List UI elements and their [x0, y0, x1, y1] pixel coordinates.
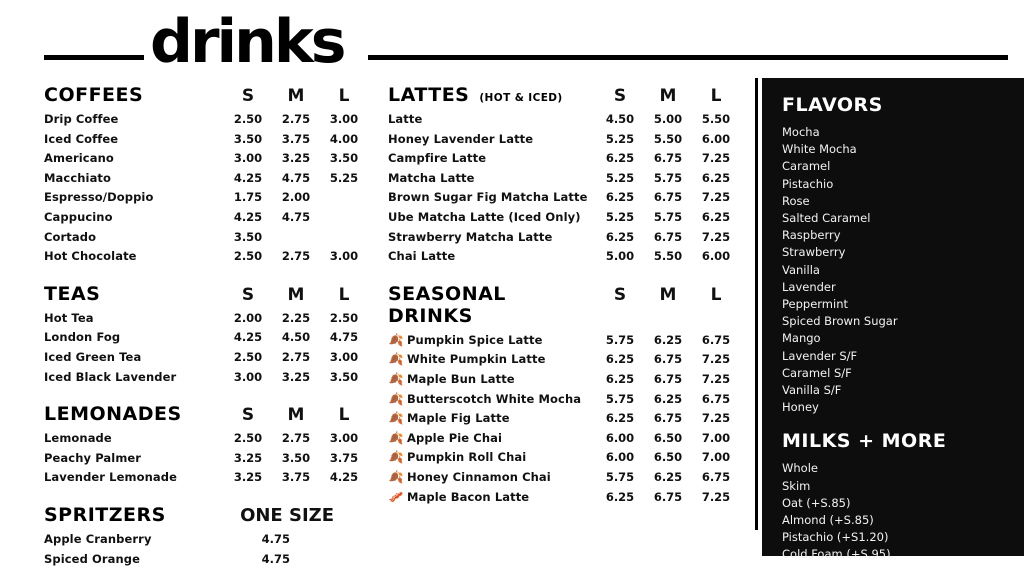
- price-l: 4.75: [329, 330, 359, 345]
- item-name: Lemonade: [44, 431, 112, 446]
- item-prices: [596, 450, 748, 464]
- size-header-l: L: [710, 86, 722, 106]
- menu-item-row: [388, 470, 748, 490]
- section-subtitle: (HOT & ICED): [479, 92, 563, 104]
- item-name-wrap: [388, 392, 581, 406]
- price-s: 6.25: [605, 352, 635, 367]
- price-s: 6.00: [605, 430, 635, 445]
- price-s: 3.00: [233, 151, 263, 166]
- price-m: 3.75: [281, 131, 311, 146]
- item-prices: [224, 431, 374, 445]
- middle-column: [388, 84, 748, 523]
- price-l: 7.25: [701, 489, 731, 504]
- item-prices: [224, 470, 374, 484]
- price-s: 2.50: [233, 431, 263, 446]
- item-prices: [596, 112, 748, 126]
- item-name-wrap: [388, 333, 542, 347]
- milk-item: Whole: [782, 461, 818, 476]
- price-m: 6.25: [653, 469, 683, 484]
- size-header-l: L: [710, 284, 722, 305]
- item-prices: [596, 352, 748, 366]
- price-l: 3.00: [329, 249, 359, 264]
- flavors-title: FLAVORS: [782, 94, 883, 116]
- item-name: Pumpkin Roll Chai: [407, 450, 527, 465]
- milk-item: Oat (+S.85): [782, 495, 851, 510]
- section-title: LEMONADES: [44, 403, 182, 426]
- price-l: 3.50: [329, 369, 359, 384]
- price-m: 6.75: [653, 489, 683, 504]
- item-prices: [596, 411, 748, 425]
- price-l: 4.25: [329, 470, 359, 485]
- price-l: 6.00: [701, 131, 731, 146]
- item-name: Cortado: [44, 229, 97, 244]
- item-prices: [224, 249, 374, 263]
- price-s: 2.50: [233, 349, 263, 364]
- milks-title: MILKS + MORE: [782, 430, 947, 453]
- menu-item-row: [44, 451, 374, 471]
- item-name-wrap: [388, 450, 526, 464]
- menu-item-row: [44, 532, 374, 552]
- menu-item-row: [388, 333, 748, 353]
- bacon-icon: 🥓: [388, 489, 404, 504]
- item-name: Iced Green Tea: [44, 349, 142, 364]
- left-column: [44, 84, 374, 585]
- menu-item-row: [44, 370, 374, 390]
- price-m: 6.75: [653, 151, 683, 166]
- item-name-wrap: [388, 411, 510, 425]
- size-header-l: L: [338, 405, 350, 426]
- item-prices: [224, 370, 374, 384]
- size-header-s: S: [241, 405, 255, 426]
- item-name: Macchiato: [44, 170, 112, 185]
- page-title: drinks: [150, 7, 344, 77]
- price-m: 6.25: [653, 332, 683, 347]
- item-name-wrap: [388, 431, 502, 445]
- item-prices: [596, 372, 748, 386]
- flavor-item: Mocha: [782, 125, 820, 139]
- item-name: Brown Sugar Fig Matcha Latte: [388, 190, 588, 205]
- item-prices: [596, 431, 748, 445]
- menu-item-row: [44, 330, 374, 350]
- price-s: 4.50: [605, 112, 635, 126]
- item-prices: [224, 210, 374, 224]
- price-l: [320, 190, 368, 204]
- item-prices: [224, 230, 374, 244]
- item-name: Chai Latte: [388, 249, 456, 264]
- size-headers: [596, 285, 748, 305]
- price-l: 7.25: [701, 411, 731, 426]
- price-l: 7.25: [701, 371, 731, 386]
- item-prices: [596, 171, 748, 185]
- size-headers: [596, 86, 748, 106]
- price-m: 3.25: [281, 369, 311, 384]
- item-name: Honey Lavender Latte: [388, 131, 534, 146]
- size-header-m: M: [287, 86, 305, 106]
- leaf-icon: 🍂: [388, 391, 404, 406]
- price-l: 5.25: [329, 170, 359, 185]
- price-m: 4.75: [281, 209, 311, 224]
- item-name: Hot Tea: [44, 310, 94, 325]
- section-lemonades: [44, 403, 374, 490]
- section-coffees: [44, 84, 374, 269]
- price-m: 6.75: [653, 411, 683, 426]
- price-s: 4.25: [233, 170, 263, 185]
- price-s: 5.25: [605, 131, 635, 146]
- price-m: 2.75: [281, 112, 311, 126]
- size-header-m: M: [287, 405, 305, 426]
- flavor-item: Caramel S/F: [782, 365, 852, 380]
- item-prices: [596, 333, 748, 347]
- header-rule-left: [44, 55, 144, 60]
- menu-item-row: [44, 249, 374, 269]
- price-l: 5.50: [701, 112, 731, 126]
- header-rule-right: [368, 55, 1008, 60]
- price-m: 2.00: [281, 190, 311, 205]
- item-name: Campfire Latte: [388, 151, 487, 166]
- price-s: 1.75: [233, 190, 263, 205]
- menu-item-row: [44, 431, 374, 451]
- price-m: 5.50: [653, 249, 683, 264]
- menu-item-row: [388, 171, 748, 191]
- price-s: 5.75: [605, 332, 635, 347]
- menu-item-row: [388, 431, 748, 451]
- item-name: Iced Coffee: [44, 131, 119, 146]
- price-m: 6.75: [653, 229, 683, 244]
- item-name: London Fog: [44, 330, 121, 345]
- column-divider: [755, 78, 758, 530]
- milk-item: Cold Foam (+S.95): [782, 547, 891, 562]
- price-s: 6.25: [605, 151, 635, 166]
- spacer: [782, 452, 1024, 460]
- item-prices: [596, 470, 748, 484]
- item-prices: [596, 210, 748, 224]
- milk-item: Almond (+S.85): [782, 513, 874, 528]
- price-l: 6.75: [701, 332, 731, 347]
- menu-item-row: [388, 151, 748, 171]
- price-l: 6.25: [701, 170, 731, 185]
- size-header-m: M: [659, 86, 677, 106]
- menu-item-row: [44, 552, 374, 572]
- leaf-icon: 🍂: [388, 411, 404, 426]
- item-prices: [596, 151, 748, 165]
- price-m: 6.75: [653, 352, 683, 367]
- item-name: Maple Fig Latte: [407, 411, 510, 426]
- price-m: 2.25: [281, 310, 311, 325]
- price-m: 6.25: [653, 391, 683, 406]
- section-header: [44, 283, 374, 305]
- item-prices: [596, 249, 748, 263]
- price-l: 7.00: [701, 450, 731, 465]
- section-spritzers: [44, 504, 374, 571]
- price-s: 6.25: [605, 411, 635, 426]
- page-header: [0, 7, 1024, 77]
- price-s: 4.25: [233, 209, 263, 224]
- price-m: 5.75: [653, 170, 683, 185]
- item-name: Maple Bacon Latte: [407, 489, 530, 504]
- price-m: 3.75: [281, 470, 311, 485]
- size-header-s: S: [613, 86, 627, 106]
- item-prices: [224, 451, 374, 465]
- section-header: [44, 84, 374, 106]
- size-headers: [224, 285, 374, 305]
- flavor-item: Raspberry: [782, 228, 841, 243]
- flavor-item: Honey: [782, 400, 819, 415]
- price-m: 5.50: [653, 131, 683, 146]
- item-name: Pumpkin Spice Latte: [407, 332, 543, 347]
- item-name: Americano: [44, 151, 114, 166]
- item-prices: [596, 230, 748, 244]
- item-price: 4.75: [261, 551, 290, 566]
- item-name: Apple Pie Chai: [407, 430, 503, 445]
- size-header-s: S: [241, 86, 255, 106]
- menu-item-row: [44, 112, 374, 132]
- item-name: Espresso/Doppio: [44, 190, 154, 205]
- section-title: SPRITZERS: [44, 503, 166, 526]
- item-name: Butterscotch White Mocha: [407, 391, 582, 406]
- price-m: 3.50: [281, 450, 311, 465]
- price-l: 7.25: [701, 190, 731, 205]
- price-l: 3.00: [329, 112, 359, 126]
- price-m: 2.75: [281, 431, 311, 446]
- size-headers: [224, 86, 374, 106]
- item-name: Honey Cinnamon Chai: [407, 469, 551, 484]
- size-header-l: L: [338, 86, 350, 106]
- size-headers: [224, 405, 374, 425]
- price-l: 7.00: [701, 430, 731, 445]
- size-header-s: S: [241, 284, 255, 305]
- menu-item-row: [388, 112, 748, 132]
- price-m: 5.75: [653, 209, 683, 224]
- section-title: SEASONAL DRINKS: [388, 282, 506, 327]
- section-seasonal-drinks: [388, 283, 748, 509]
- menu-item-row: [388, 210, 748, 230]
- price-m: [272, 230, 320, 244]
- price-s: 5.75: [605, 391, 635, 406]
- item-prices: [224, 350, 374, 364]
- price-s: 3.25: [233, 450, 263, 465]
- price-s: 5.25: [605, 209, 635, 224]
- item-name: Spiced Orange: [44, 551, 141, 566]
- item-prices: [224, 190, 374, 204]
- item-prices: [224, 311, 374, 325]
- item-price: 4.75: [261, 531, 290, 546]
- menu-item-row: [44, 171, 374, 191]
- item-name: Maple Bun Latte: [407, 371, 515, 386]
- price-m: 6.75: [653, 371, 683, 386]
- price-m: 2.75: [281, 349, 311, 364]
- menu-item-row: [44, 151, 374, 171]
- flavor-item: Lavender: [782, 279, 836, 294]
- price-l: 3.50: [329, 151, 359, 166]
- flavor-item: Caramel: [782, 159, 831, 174]
- price-l: 6.75: [701, 469, 731, 484]
- item-prices: [224, 112, 374, 126]
- spacer: [782, 116, 1024, 124]
- price-m: 6.50: [653, 450, 683, 465]
- price-m: 6.50: [653, 430, 683, 445]
- flavor-item: Pistachio: [782, 176, 834, 191]
- flavor-item: Vanilla: [782, 262, 820, 277]
- price-s: 3.25: [233, 470, 263, 485]
- price-l: 6.75: [701, 391, 731, 406]
- spacer: [782, 416, 1024, 430]
- size-header-one-size: ONE SIZE: [240, 504, 334, 526]
- item-name: White Pumpkin Latte: [407, 352, 546, 367]
- size-header-s: S: [613, 284, 627, 305]
- price-s: 2.50: [233, 249, 263, 264]
- item-prices: [224, 151, 374, 165]
- price-s: 6.25: [605, 489, 635, 504]
- price-m: 2.75: [281, 249, 311, 264]
- price-s: 2.50: [233, 112, 263, 126]
- leaf-icon: 🍂: [388, 430, 404, 445]
- price-s: 3.50: [233, 131, 263, 146]
- price-l: [320, 210, 368, 224]
- flavor-item: Rose: [782, 193, 810, 208]
- item-prices: [596, 190, 748, 204]
- item-prices: [224, 132, 374, 146]
- section-header: [44, 504, 374, 526]
- price-s: 6.25: [605, 371, 635, 386]
- price-m: 4.75: [281, 170, 311, 185]
- price-s: 3.50: [233, 229, 263, 244]
- price-l: 7.25: [701, 151, 731, 166]
- milk-item: Skim: [782, 478, 811, 493]
- section-title: COFFEES: [44, 84, 144, 106]
- menu-item-row: [388, 450, 748, 470]
- price-s: 6.25: [605, 229, 635, 244]
- section-teas: [44, 283, 374, 389]
- menu-item-row: [388, 190, 748, 210]
- price-l: 6.00: [701, 249, 731, 264]
- menu-item-row: [388, 352, 748, 372]
- size-header-m: M: [287, 284, 305, 305]
- item-name-wrap: [388, 470, 551, 484]
- flavor-item: Strawberry: [782, 245, 846, 260]
- item-name-wrap: [388, 490, 529, 504]
- item-name: Drip Coffee: [44, 112, 119, 126]
- item-name: Hot Chocolate: [44, 249, 137, 264]
- item-name: Peachy Palmer: [44, 450, 142, 465]
- price-m: 3.25: [281, 151, 311, 166]
- price-s: 4.25: [233, 330, 263, 345]
- flavor-item: Peppermint: [782, 297, 848, 312]
- price-l: 6.25: [701, 209, 731, 224]
- menu-item-row: [388, 411, 748, 431]
- menu-item-row: [44, 470, 374, 490]
- price-s: 6.00: [605, 450, 635, 465]
- section-title: TEAS: [44, 282, 101, 305]
- item-name-wrap: [388, 372, 515, 386]
- price-l: [320, 230, 368, 244]
- item-prices: [224, 171, 374, 185]
- item-name: Latte: [388, 112, 423, 126]
- size-header-l: L: [338, 284, 350, 305]
- section-header: [388, 84, 748, 106]
- price-l: 7.25: [701, 352, 731, 367]
- price-l: 3.00: [329, 349, 359, 364]
- menu-item-row: [388, 132, 748, 152]
- item-name: Strawberry Matcha Latte: [388, 229, 553, 244]
- flavor-item: Mango: [782, 331, 821, 346]
- right-panel: [762, 78, 1024, 562]
- item-name: Cappucino: [44, 209, 113, 224]
- item-name: Lavender Lemonade: [44, 470, 177, 485]
- flavor-item: Salted Caramel: [782, 211, 871, 226]
- price-s: 2.00: [233, 310, 263, 325]
- menu-item-row: [44, 230, 374, 250]
- flavor-item: Vanilla S/F: [782, 383, 842, 398]
- price-l: 3.00: [329, 431, 359, 446]
- flavor-item: White Mocha: [782, 142, 857, 157]
- price-s: 5.00: [605, 249, 635, 264]
- price-s: 5.75: [605, 469, 635, 484]
- leaf-icon: 🍂: [388, 469, 404, 484]
- menu-item-row: [44, 350, 374, 370]
- item-name: Apple Cranberry: [44, 531, 152, 546]
- price-s: 5.25: [605, 170, 635, 185]
- item-name-wrap: [388, 352, 546, 366]
- price-l: 7.25: [701, 229, 731, 244]
- leaf-icon: 🍂: [388, 371, 404, 386]
- menu-item-row: [44, 210, 374, 230]
- price-s: 3.00: [233, 369, 263, 384]
- item-name: Ube Matcha Latte (Iced Only): [388, 209, 581, 224]
- price-m: 5.00: [653, 112, 683, 126]
- section-title: LATTES: [388, 84, 470, 106]
- item-prices: [596, 132, 748, 146]
- size-header-m: M: [659, 284, 677, 305]
- menu-item-row: [388, 372, 748, 392]
- leaf-icon: 🍂: [388, 332, 404, 347]
- section-lattes: [388, 84, 748, 269]
- menu-item-row: [44, 311, 374, 331]
- price-l: 4.00: [329, 131, 359, 146]
- item-name: Iced Black Lavender: [44, 369, 177, 384]
- leaf-icon: 🍂: [388, 450, 404, 465]
- price-s: 6.25: [605, 190, 635, 205]
- item-prices: [596, 392, 748, 406]
- section-header: [44, 403, 374, 425]
- menu-item-row: [44, 132, 374, 152]
- menu-item-row: [388, 230, 748, 250]
- menu-item-row: [388, 249, 748, 269]
- menu-item-row: [388, 490, 748, 510]
- item-name: Matcha Latte: [388, 170, 475, 185]
- leaf-icon: 🍂: [388, 352, 404, 367]
- flavor-item: Spiced Brown Sugar: [782, 314, 898, 329]
- price-l: 2.50: [329, 310, 359, 325]
- milk-item: Pistachio (+S1.20): [782, 530, 889, 545]
- item-prices: [224, 330, 374, 344]
- price-l: 3.75: [329, 450, 359, 465]
- menu-item-row: [388, 392, 748, 412]
- flavor-item: Lavender S/F: [782, 348, 858, 363]
- section-header: [388, 283, 748, 327]
- price-m: 4.50: [281, 330, 311, 345]
- price-m: 6.75: [653, 190, 683, 205]
- panel-content: [762, 78, 1024, 564]
- item-prices: [596, 490, 748, 504]
- menu-item-row: [44, 190, 374, 210]
